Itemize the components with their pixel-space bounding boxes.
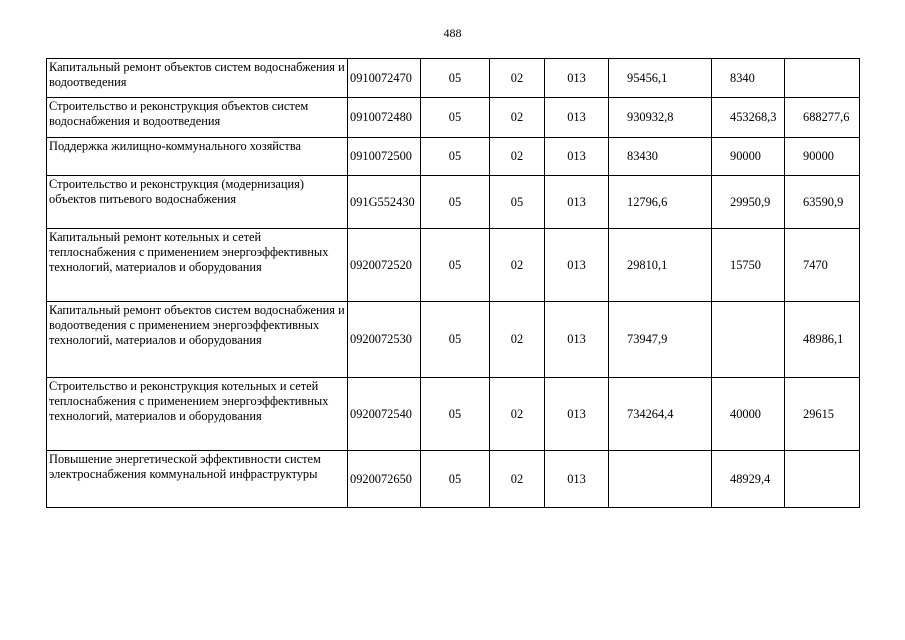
table-row (47, 59, 860, 98)
row-amount-1-cell: 29810,1 (609, 229, 712, 302)
row-amount-1-cell: 73947,9 (609, 302, 712, 378)
row-code-cell: 0920072520 (348, 229, 421, 302)
row-amount-2-cell (712, 302, 785, 378)
table-row (47, 302, 860, 378)
row-code-cell: 0920072540 (348, 378, 421, 451)
row-code-cell: 0920072530 (348, 302, 421, 378)
row-amount-2-cell: 48929,4 (712, 451, 785, 508)
row-code-cell: 091G552430 (348, 176, 421, 229)
row-amount-2-cell: 453268,3 (712, 98, 785, 138)
table-row (47, 451, 860, 508)
row-amount-3-cell (785, 59, 860, 98)
table-row (47, 176, 860, 229)
row-amount-1-cell (609, 451, 712, 508)
row-amount-3-cell: 688277,6 (785, 98, 860, 138)
row-subsection-cell: 02 (490, 59, 545, 98)
row-amount-1-cell: 95456,1 (609, 59, 712, 98)
table-row (47, 138, 860, 176)
row-amount-1-cell: 930932,8 (609, 98, 712, 138)
row-name-cell: Капитальный ремонт объектов систем водоснабжения и водоотведения с применением энергоэффективных технологий, материалов и оборудования (47, 302, 348, 378)
row-subsection-cell: 02 (490, 378, 545, 451)
row-amount-3-cell (785, 451, 860, 508)
row-name-cell: Капитальный ремонт объектов систем водоснабжения и водоотведения (47, 59, 348, 98)
row-section-cell: 05 (421, 138, 490, 176)
row-expense-type-cell: 013 (545, 138, 609, 176)
page-number: 488 (443, 26, 462, 40)
row-amount-3-cell: 90000 (785, 138, 860, 176)
row-section-cell: 05 (421, 98, 490, 138)
row-amount-3-cell: 63590,9 (785, 176, 860, 229)
table-row (47, 378, 860, 451)
row-amount-2-cell: 8340 (712, 59, 785, 98)
row-subsection-cell: 02 (490, 98, 545, 138)
row-section-cell: 05 (421, 378, 490, 451)
row-code-cell: 0910072500 (348, 138, 421, 176)
row-code-cell: 0910072480 (348, 98, 421, 138)
row-code-cell: 0910072470 (348, 59, 421, 98)
row-section-cell: 05 (421, 59, 490, 98)
table-row (47, 229, 860, 302)
table-row (47, 98, 860, 138)
row-section-cell: 05 (421, 229, 490, 302)
row-amount-1-cell: 83430 (609, 138, 712, 176)
row-amount-2-cell: 90000 (712, 138, 785, 176)
row-expense-type-cell: 013 (545, 451, 609, 508)
row-name-cell: Капитальный ремонт котельных и сетей теплоснабжения с применением энергоэффективных технологий, материалов и оборудования (47, 229, 348, 302)
row-amount-2-cell: 29950,9 (712, 176, 785, 229)
row-name-cell: Строительство и реконструкция объектов систем водоснабжения и водоотведения (47, 98, 348, 138)
row-expense-type-cell: 013 (545, 229, 609, 302)
row-name-cell: Строительство и реконструкция (модернизация) объектов питьевого водоснабжения (47, 176, 348, 229)
row-section-cell: 05 (421, 451, 490, 508)
row-expense-type-cell: 013 (545, 176, 609, 229)
row-amount-2-cell: 40000 (712, 378, 785, 451)
row-name-cell: Поддержка жилищно-коммунального хозяйства (47, 138, 348, 176)
row-amount-3-cell: 29615 (785, 378, 860, 451)
row-expense-type-cell: 013 (545, 302, 609, 378)
row-amount-1-cell: 734264,4 (609, 378, 712, 451)
row-expense-type-cell: 013 (545, 59, 609, 98)
row-code-cell: 0920072650 (348, 451, 421, 508)
row-expense-type-cell: 013 (545, 378, 609, 451)
row-amount-1-cell: 12796,6 (609, 176, 712, 229)
row-subsection-cell: 02 (490, 302, 545, 378)
row-amount-3-cell: 7470 (785, 229, 860, 302)
row-subsection-cell: 02 (490, 138, 545, 176)
budget-table (46, 58, 860, 508)
row-amount-2-cell: 15750 (712, 229, 785, 302)
row-name-cell: Строительство и реконструкция котельных и сетей теплоснабжения с применением энергоэффективных технологий, материалов и оборудования (47, 378, 348, 451)
row-section-cell: 05 (421, 176, 490, 229)
row-amount-3-cell: 48986,1 (785, 302, 860, 378)
row-subsection-cell: 05 (490, 176, 545, 229)
row-section-cell: 05 (421, 302, 490, 378)
row-subsection-cell: 02 (490, 451, 545, 508)
row-subsection-cell: 02 (490, 229, 545, 302)
row-expense-type-cell: 013 (545, 98, 609, 138)
row-name-cell: Повышение энергетической эффективности систем электроснабжения коммунальной инфраструктуры (47, 451, 348, 508)
